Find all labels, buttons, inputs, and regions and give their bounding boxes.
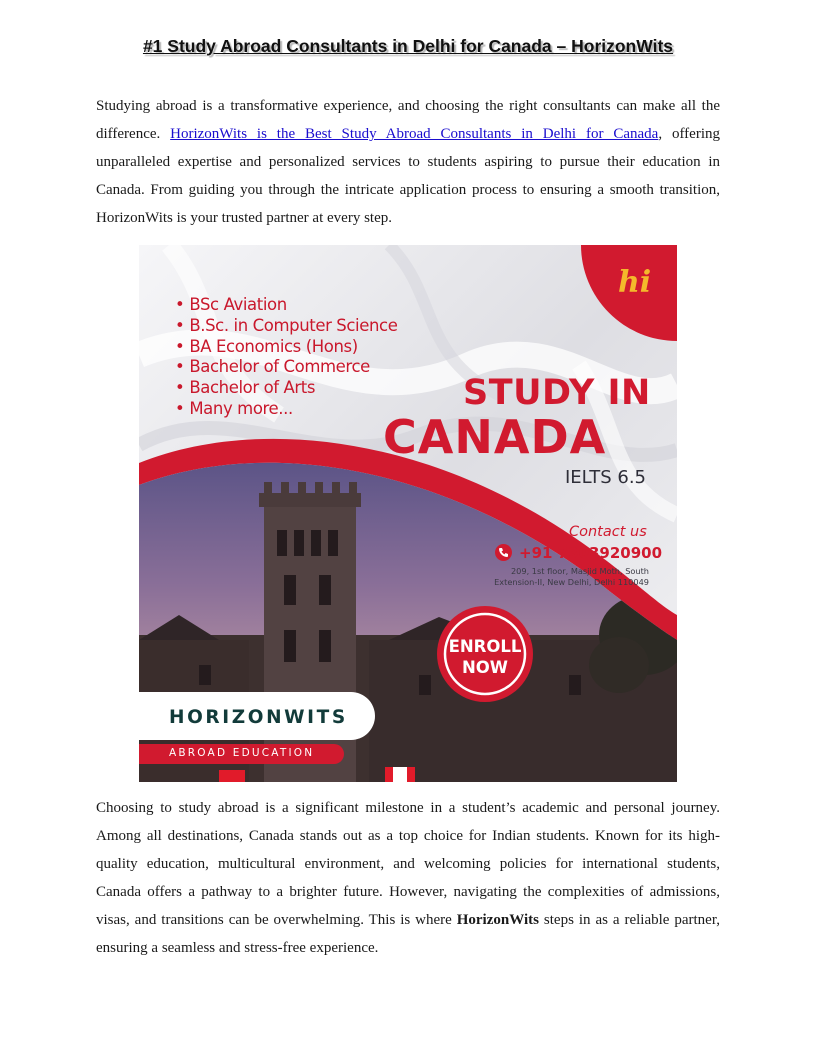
contact-label: Contact us [569, 524, 647, 540]
phone-icon [495, 544, 512, 561]
course-item: • BA Economics (Hons) [175, 337, 397, 358]
course-item: • Many more... [175, 399, 397, 420]
course-item: • BSc Aviation [175, 295, 397, 316]
horizonwits-bold: HorizonWits [456, 912, 539, 928]
intro-text-start: Studying abroad is a transformative experience, and choosing the right consultants can make all the difference. [96, 98, 720, 142]
phone-row [495, 544, 662, 562]
headline-study-in: STUDY IN [463, 373, 651, 413]
course-item: • Bachelor of Commerce [175, 357, 397, 378]
hw-logo-mark: hi [618, 265, 652, 300]
address-line-2: Extension-II, New Delhi, Delhi 110049 [494, 577, 649, 587]
brand-tagline: ABROAD EDUCATION [169, 747, 315, 759]
course-list [175, 295, 397, 420]
body-text-end: steps in as a reliable partner, ensuring a seamless and stress-free experience. [96, 912, 720, 956]
intro-text-end: , offering unparalleled expertise and personalized services to students aspiring to pursue their education in Canada. From guiding you through the intricate application process to ensuring a smooth transition, HorizonWits is your trusted partner at every step. [96, 126, 720, 226]
headline-canada: CANADA [383, 410, 607, 464]
body-paragraph [96, 794, 720, 962]
page-title: #1 Study Abroad Consultants in Delhi for Canada – HorizonWits [142, 36, 674, 56]
course-item: • B.Sc. in Computer Science [175, 316, 397, 337]
enroll-label-line-1: ENROLL [448, 637, 522, 656]
body-text-start: Choosing to study abroad is a significant milestone in a student’s academic and personal journey. Among all destinations, Canada stands out as a top choice for Indian students. Known for its high-quality education, multicultural environment, and welcoming policies for international students, Canada offers a pathway to a brighter future. However, navigating the complexities of admissions, visas, and transitions can be overwhelming. This is where [96, 800, 720, 928]
course-item: • Bachelor of Arts [175, 378, 397, 399]
promo-poster [139, 245, 677, 782]
address-line-1: 209, 1st floor, Masjid Moth, South [510, 566, 649, 576]
intro-paragraph [96, 92, 720, 232]
best-consultants-link[interactable]: HorizonWits is the Best Study Abroad Consultants in Delhi for Canada [170, 126, 659, 142]
enroll-now-button[interactable] [435, 636, 535, 678]
phone-number: +91 7303920900 [519, 544, 663, 562]
ielts-requirement: IELTS 6.5 [565, 467, 646, 488]
enroll-label-line-2: NOW [461, 658, 509, 677]
brand-name: HORIZONWITS [169, 707, 348, 728]
address [483, 566, 649, 588]
